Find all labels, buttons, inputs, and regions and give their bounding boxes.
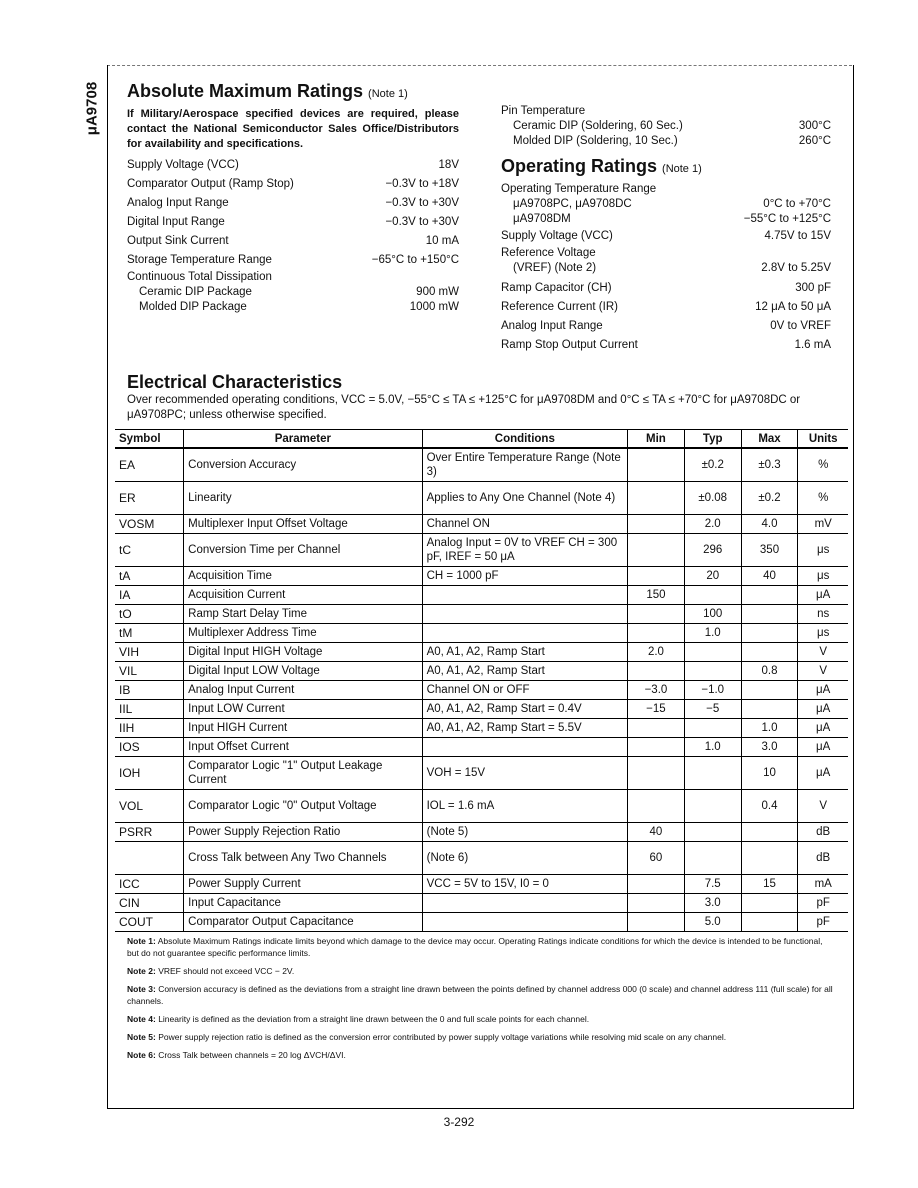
table-cell: ±0.2 [741, 482, 798, 515]
right-ratings [501, 104, 831, 355]
table-cell: 100 [684, 605, 741, 624]
table-cell: V [798, 790, 848, 823]
table-cell: 3.0 [741, 738, 798, 757]
ec-header-symbol: Symbol [115, 430, 184, 449]
table-row [115, 719, 848, 738]
table-cell: 40 [628, 823, 685, 842]
table-cell: Acquisition Time [184, 567, 422, 586]
table-cell: 296 [684, 534, 741, 567]
table-row [115, 624, 848, 643]
table-cell: μA [798, 586, 848, 605]
ec-subtitle: Over recommended operating conditions, VCC = 5.0V, −55°C ≤ TA ≤ +125°C for μA9708DM and 0°C ≤ TA ≤ +70°C for μA9708DC or μA9708PC; unless otherwise specified. [127, 394, 801, 421]
table-cell: COUT [115, 913, 184, 932]
table-cell: tA [115, 567, 184, 586]
table-cell [422, 738, 627, 757]
table-cell [628, 913, 685, 932]
table-cell [628, 662, 685, 681]
abs-rating-row: Digital Input Range −0.3V to +30V [127, 216, 459, 228]
table-cell: 10 [741, 757, 798, 790]
table-cell [628, 757, 685, 790]
table-cell: Comparator Logic "1" Output Leakage Current [184, 757, 422, 790]
table-cell: A0, A1, A2, Ramp Start [422, 662, 627, 681]
table-cell: 2.0 [684, 515, 741, 534]
table-cell: CH = 1000 pF [422, 567, 627, 586]
table-cell: Conversion Time per Channel [184, 534, 422, 567]
table-row [115, 700, 848, 719]
table-cell: 1.0 [684, 738, 741, 757]
table-cell [422, 605, 627, 624]
table-cell: VIL [115, 662, 184, 681]
table-cell: tM [115, 624, 184, 643]
table-cell [628, 624, 685, 643]
table-cell: Comparator Output Capacitance [184, 913, 422, 932]
table-row [115, 875, 848, 894]
table-row [115, 605, 848, 624]
table-cell [628, 738, 685, 757]
footnote: Note 5: Power supply rejection ratio is defined as the conversion error contributed by power supply voltage variations while resolving mid scale on any channel. [127, 1032, 727, 1042]
table-cell: dB [798, 823, 848, 842]
table-cell: Acquisition Current [184, 586, 422, 605]
table-cell: −5 [684, 700, 741, 719]
op-temp-label: Operating Temperature Range [501, 183, 657, 195]
table-cell: Input Offset Current [184, 738, 422, 757]
table-cell: VIH [115, 643, 184, 662]
table-cell [628, 515, 685, 534]
table-cell [741, 681, 798, 700]
table-cell: μA [798, 738, 848, 757]
table-cell: Linearity [184, 482, 422, 515]
table-cell [684, 643, 741, 662]
footnote: Note 6: Cross Talk between channels = 20 log ΔVCH/ΔVI. [127, 1050, 346, 1060]
table-cell: 350 [741, 534, 798, 567]
table-cell [422, 624, 627, 643]
dissipation-label: Continuous Total Dissipation [127, 271, 272, 283]
table-row [115, 643, 848, 662]
op-rating-row: Reference Current (IR) 12 μA to 50 μA [501, 301, 831, 313]
table-cell [741, 913, 798, 932]
table-cell: μA [798, 719, 848, 738]
table-row [115, 738, 848, 757]
op-temp-row: μA9708PC, μA9708DC 0°C to +70°C [513, 198, 831, 210]
table-cell: % [798, 482, 848, 515]
dissipation-row: Ceramic DIP Package 900 mW [139, 286, 459, 298]
table-cell: 15 [741, 875, 798, 894]
table-row [115, 894, 848, 913]
table-cell [115, 842, 184, 875]
table-cell [628, 790, 685, 823]
footnote: Note 3: Conversion accuracy is defined as the deviations from a straight line drawn between the points defined by channel address 000 (0 scale) and channel address 111 (full scale) for all channels. [127, 984, 833, 1006]
table-cell: 0.8 [741, 662, 798, 681]
table-cell: −15 [628, 700, 685, 719]
table-cell: dB [798, 842, 848, 875]
table-cell: Over Entire Temperature Range (Note 3) [422, 448, 627, 482]
footnote: Note 2: VREF should not exceed VCC − 2V. [127, 966, 295, 976]
table-row [115, 913, 848, 932]
table-cell: IOH [115, 757, 184, 790]
abs-rating-row: Analog Input Range −0.3V to +30V [127, 197, 459, 209]
pin-temp-row: Molded DIP (Soldering, 10 Sec.) 260°C [513, 135, 831, 147]
table-row [115, 757, 848, 790]
table-cell: ±0.2 [684, 448, 741, 482]
table-cell: EA [115, 448, 184, 482]
military-notice: If Military/Aerospace specified devices are required, please contact the National Semiconductor Sales Office/Distributors for availability and specifications. [127, 108, 459, 150]
table-row [115, 515, 848, 534]
table-cell: % [798, 448, 848, 482]
table-cell: 40 [741, 567, 798, 586]
op-rating-row: Analog Input Range 0V to VREF [501, 320, 831, 332]
table-cell: μA [798, 681, 848, 700]
table-cell [628, 875, 685, 894]
table-cell: PSRR [115, 823, 184, 842]
table-cell [684, 790, 741, 823]
table-cell: tC [115, 534, 184, 567]
ec-header-conditions: Conditions [422, 430, 627, 449]
table-cell: IOL = 1.6 mA [422, 790, 627, 823]
table-cell [741, 700, 798, 719]
table-cell [741, 842, 798, 875]
table-cell [684, 662, 741, 681]
table-cell: V [798, 643, 848, 662]
table-row [115, 448, 848, 482]
table-cell [422, 913, 627, 932]
table-cell: mA [798, 875, 848, 894]
table-cell: 4.0 [741, 515, 798, 534]
table-cell: Power Supply Current [184, 875, 422, 894]
table-cell [628, 534, 685, 567]
table-cell: Ramp Start Delay Time [184, 605, 422, 624]
table-cell: A0, A1, A2, Ramp Start [422, 643, 627, 662]
table-cell [684, 823, 741, 842]
table-cell [422, 894, 627, 913]
table-cell: μA [798, 757, 848, 790]
table-cell: A0, A1, A2, Ramp Start = 5.5V [422, 719, 627, 738]
table-row [115, 842, 848, 875]
table-cell [628, 448, 685, 482]
op-ref: (VREF) (Note 2) 2.8V to 5.25V [513, 262, 831, 274]
table-cell: 60 [628, 842, 685, 875]
ec-header-parameter: Parameter [184, 430, 422, 449]
table-cell: 150 [628, 586, 685, 605]
footnote: Note 1: Absolute Maximum Ratings indicate limits beyond which damage to the device may occur. Operating Ratings indicate conditions for which the device is intended to be functional, but do not guarantee specific performance limits. [127, 936, 823, 958]
table-cell: IIL [115, 700, 184, 719]
table-cell [741, 894, 798, 913]
table-cell: 3.0 [684, 894, 741, 913]
table-cell: 5.0 [684, 913, 741, 932]
table-cell: A0, A1, A2, Ramp Start = 0.4V [422, 700, 627, 719]
abs-rating-row: Comparator Output (Ramp Stop) −0.3V to +18V [127, 178, 459, 190]
table-cell: Input LOW Current [184, 700, 422, 719]
table-row [115, 662, 848, 681]
pin-temp-label: Pin Temperature [501, 105, 586, 117]
table-cell: IA [115, 586, 184, 605]
device-side-label: μA9708 [83, 81, 101, 136]
ec-header-typ: Typ [684, 430, 741, 449]
table-cell: 0.4 [741, 790, 798, 823]
table-cell: Multiplexer Input Offset Voltage [184, 515, 422, 534]
table-cell: Cross Talk between Any Two Channels [184, 842, 422, 875]
table-row [115, 534, 848, 567]
table-cell [684, 757, 741, 790]
table-cell [684, 719, 741, 738]
table-cell: VOH = 15V [422, 757, 627, 790]
table-cell: ns [798, 605, 848, 624]
dissipation-row: Molded DIP Package 1000 mW [139, 301, 459, 313]
table-cell: CIN [115, 894, 184, 913]
op-ref-label: Reference Voltage [501, 247, 596, 259]
table-cell: 2.0 [628, 643, 685, 662]
table-cell [741, 643, 798, 662]
table-cell: μs [798, 534, 848, 567]
table-cell: (Note 5) [422, 823, 627, 842]
table-cell: Analog Input = 0V to VREF CH = 300 pF, IREF = 50 μA [422, 534, 627, 567]
footnote: Note 4: Linearity is defined as the deviation from a straight line drawn between the 0 and full scale points for each channel. [127, 1014, 590, 1024]
table-cell [741, 586, 798, 605]
table-cell: pF [798, 894, 848, 913]
op-rating-row: Ramp Capacitor (CH) 300 pF [501, 282, 831, 294]
table-cell [684, 586, 741, 605]
table-cell [741, 605, 798, 624]
abs-rating-row: Supply Voltage (VCC) 18V [127, 159, 459, 171]
table-cell: V [798, 662, 848, 681]
table-cell: 1.0 [741, 719, 798, 738]
table-cell: −1.0 [684, 681, 741, 700]
table-cell: Applies to Any One Channel (Note 4) [422, 482, 627, 515]
table-cell [628, 719, 685, 738]
pin-temp-row: Ceramic DIP (Soldering, 60 Sec.) 300°C [513, 120, 831, 132]
table-row [115, 790, 848, 823]
table-cell: μA [798, 700, 848, 719]
footnotes [127, 935, 835, 1067]
table-cell: IB [115, 681, 184, 700]
table-cell: ER [115, 482, 184, 515]
table-row [115, 586, 848, 605]
table-cell [741, 624, 798, 643]
ec-header-min: Min [628, 430, 685, 449]
table-cell [628, 894, 685, 913]
table-cell: 1.0 [684, 624, 741, 643]
table-cell: 20 [684, 567, 741, 586]
abs-title: Absolute Maximum Ratings (Note 1) [127, 81, 408, 101]
table-cell: Conversion Accuracy [184, 448, 422, 482]
table-cell: Power Supply Rejection Ratio [184, 823, 422, 842]
abs-rating-row: Output Sink Current 10 mA [127, 235, 459, 247]
table-cell: VOSM [115, 515, 184, 534]
op-temp-row: μA9708DM −55°C to +125°C [513, 213, 831, 225]
table-cell: IIH [115, 719, 184, 738]
ec-title: Electrical Characteristics [127, 372, 343, 392]
table-cell: pF [798, 913, 848, 932]
table-row [115, 681, 848, 700]
table-cell: Multiplexer Address Time [184, 624, 422, 643]
table-cell: Digital Input LOW Voltage [184, 662, 422, 681]
table-cell: μs [798, 567, 848, 586]
table-row [115, 823, 848, 842]
table-cell: Comparator Logic "0" Output Voltage [184, 790, 422, 823]
table-cell: Channel ON [422, 515, 627, 534]
absolute-max-ratings [127, 80, 459, 315]
table-row [115, 482, 848, 515]
table-cell: tO [115, 605, 184, 624]
table-cell: Digital Input HIGH Voltage [184, 643, 422, 662]
table-cell [628, 605, 685, 624]
op-rating-row: Ramp Stop Output Current 1.6 mA [501, 339, 831, 351]
table-cell: IOS [115, 738, 184, 757]
table-cell: ±0.3 [741, 448, 798, 482]
page-number: 3-292 [443, 1115, 475, 1129]
ec-header-units: Units [798, 430, 848, 449]
ec-table [115, 429, 848, 932]
abs-rating-row: Storage Temperature Range −65°C to +150°C [127, 254, 459, 266]
table-cell: (Note 6) [422, 842, 627, 875]
table-cell: Input Capacitance [184, 894, 422, 913]
table-cell: −3.0 [628, 681, 685, 700]
table-cell: ICC [115, 875, 184, 894]
table-cell [741, 823, 798, 842]
table-cell: Analog Input Current [184, 681, 422, 700]
table-cell: VCC = 5V to 15V, I0 = 0 [422, 875, 627, 894]
op-title: Operating Ratings (Note 1) [501, 156, 702, 176]
table-cell [684, 842, 741, 875]
table-cell [628, 482, 685, 515]
op-supply: Supply Voltage (VCC) 4.75V to 15V [501, 230, 831, 242]
table-cell: VOL [115, 790, 184, 823]
table-cell: ±0.08 [684, 482, 741, 515]
table-cell: Channel ON or OFF [422, 681, 627, 700]
table-cell [422, 586, 627, 605]
ec-header-max: Max [741, 430, 798, 449]
table-cell: mV [798, 515, 848, 534]
table-cell: μs [798, 624, 848, 643]
table-row [115, 567, 848, 586]
table-cell [628, 567, 685, 586]
table-cell: Input HIGH Current [184, 719, 422, 738]
table-cell: 7.5 [684, 875, 741, 894]
